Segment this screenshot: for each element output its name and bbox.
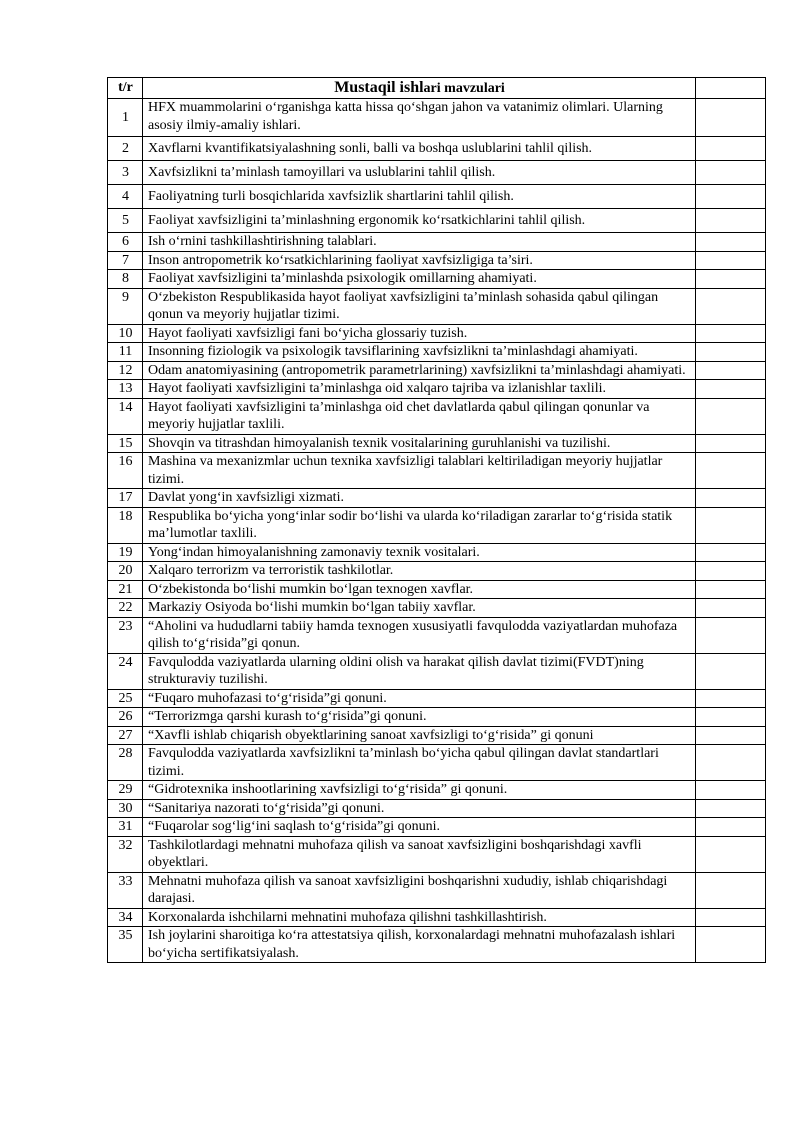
row-number: 7 bbox=[108, 251, 143, 270]
row-number: 19 bbox=[108, 543, 143, 562]
row-number: 4 bbox=[108, 185, 143, 209]
row-extra-cell bbox=[696, 398, 766, 434]
row-number: 24 bbox=[108, 653, 143, 689]
table-row bbox=[108, 185, 766, 209]
row-extra-cell bbox=[696, 726, 766, 745]
row-number: 22 bbox=[108, 599, 143, 618]
table-row bbox=[108, 251, 766, 270]
table-row bbox=[108, 562, 766, 581]
row-number: 29 bbox=[108, 781, 143, 800]
row-extra-cell bbox=[696, 653, 766, 689]
row-extra-cell bbox=[696, 288, 766, 324]
row-extra-cell bbox=[696, 543, 766, 562]
row-number: 34 bbox=[108, 908, 143, 927]
row-number: 17 bbox=[108, 489, 143, 508]
row-number: 31 bbox=[108, 818, 143, 837]
row-extra-cell bbox=[696, 161, 766, 185]
row-topic: Markaziy Osiyoda bo‘lishi mumkin bo‘lgan tabiiy xavflar. bbox=[143, 599, 696, 618]
row-extra-cell bbox=[696, 270, 766, 289]
row-topic: “Terrorizmga qarshi kurash to‘g‘risida”gi qonuni. bbox=[143, 708, 696, 727]
row-extra-cell bbox=[696, 927, 766, 963]
row-extra-cell bbox=[696, 99, 766, 137]
row-topic: “Fuqaro muhofazasi to‘g‘risida”gi qonuni. bbox=[143, 689, 696, 708]
row-number: 12 bbox=[108, 361, 143, 380]
row-number: 21 bbox=[108, 580, 143, 599]
table-body bbox=[108, 99, 766, 963]
row-extra-cell bbox=[696, 872, 766, 908]
table-row bbox=[108, 398, 766, 434]
row-extra-cell bbox=[696, 453, 766, 489]
row-extra-cell bbox=[696, 507, 766, 543]
row-topic: “Gidrotexnika inshootlarining xavfsizligi to‘g‘risida” gi qonuni. bbox=[143, 781, 696, 800]
row-extra-cell bbox=[696, 434, 766, 453]
table-row bbox=[108, 137, 766, 161]
row-topic: O‘zbekistonda bo‘lishi mumkin bo‘lgan texnogen xavflar. bbox=[143, 580, 696, 599]
row-topic: Favqulodda vaziyatlarda xavfsizlikni ta’minlash bo‘yicha qabul qilingan davlat standartlari tizimi. bbox=[143, 745, 696, 781]
row-extra-cell bbox=[696, 562, 766, 581]
row-topic: Faoliyatning turli bosqichlarida xavfsizlik shartlarini tahlil qilish. bbox=[143, 185, 696, 209]
row-extra-cell bbox=[696, 580, 766, 599]
row-number: 6 bbox=[108, 233, 143, 252]
row-number: 16 bbox=[108, 453, 143, 489]
table-row bbox=[108, 209, 766, 233]
table-row bbox=[108, 617, 766, 653]
row-topic: Ish joylarini sharoitiga ko‘ra attestatsiya qilish, korxonalardagi mehnatni muhofazalash ishlari bo‘yicha sertifikatsiyalash. bbox=[143, 927, 696, 963]
row-topic: Odam anatomiyasining (antropometrik parametrlarining) xavfsizlikni ta’minlashdagi ahamiyati. bbox=[143, 361, 696, 380]
table-row bbox=[108, 836, 766, 872]
table-row bbox=[108, 872, 766, 908]
row-number: 2 bbox=[108, 137, 143, 161]
table-row bbox=[108, 927, 766, 963]
row-number: 18 bbox=[108, 507, 143, 543]
row-number: 26 bbox=[108, 708, 143, 727]
row-number: 11 bbox=[108, 343, 143, 362]
row-extra-cell bbox=[696, 137, 766, 161]
table-row bbox=[108, 99, 766, 137]
row-extra-cell bbox=[696, 251, 766, 270]
table-row bbox=[108, 781, 766, 800]
row-extra-cell bbox=[696, 361, 766, 380]
row-topic: Mashina va mexanizmlar uchun texnika xavfsizligi talablari keltiriladigan meyoriy hujjatlar tizimi. bbox=[143, 453, 696, 489]
row-number: 3 bbox=[108, 161, 143, 185]
row-topic: Inson antropometrik ko‘rsatkichlarining faoliyat xavfsizligiga ta’siri. bbox=[143, 251, 696, 270]
row-topic: “Sanitariya nazorati to‘g‘risida”gi qonuni. bbox=[143, 799, 696, 818]
table-row bbox=[108, 708, 766, 727]
row-topic: Hayot faoliyati xavfsizligini ta’minlashga oid xalqaro tajriba va izlanishlar taxlili. bbox=[143, 380, 696, 399]
row-topic: Yong‘indan himoyalanishning zamonaviy texnik vositalari. bbox=[143, 543, 696, 562]
row-topic: HFX muammolarini o‘rganishga katta hissa qo‘shgan jahon va vatanimiz olimlari. Ularning asosiy ilmiy-amaliy ishlari. bbox=[143, 99, 696, 137]
row-number: 5 bbox=[108, 209, 143, 233]
row-topic: O‘zbekiston Respublikasida hayot faoliyat xavfsizligini ta’minlash sohasida qabul qilingan qonun va meyoriy hujjatlar tizimi. bbox=[143, 288, 696, 324]
row-topic: Faoliyat xavfsizligini ta’minlashning ergonomik ko‘rsatkichlarini tahlil qilish. bbox=[143, 209, 696, 233]
header-number: t/r bbox=[108, 78, 143, 99]
row-extra-cell bbox=[696, 708, 766, 727]
table-row bbox=[108, 543, 766, 562]
table-header-row bbox=[108, 78, 766, 99]
row-topic: “Fuqarolar sog‘lig‘ini saqlash to‘g‘risida”gi qonuni. bbox=[143, 818, 696, 837]
table-row bbox=[108, 908, 766, 927]
table-row bbox=[108, 818, 766, 837]
row-topic: Faoliyat xavfsizligini ta’minlashda psixologik omillarning ahamiyati. bbox=[143, 270, 696, 289]
table-row bbox=[108, 489, 766, 508]
header-title-rest: ari mavzulari bbox=[423, 80, 505, 96]
table-row bbox=[108, 324, 766, 343]
table-row bbox=[108, 453, 766, 489]
table-row bbox=[108, 343, 766, 362]
row-topic: Hayot faoliyati xavfsizligi fani bo‘yicha glossariy tuzish. bbox=[143, 324, 696, 343]
row-number: 9 bbox=[108, 288, 143, 324]
table-row bbox=[108, 270, 766, 289]
row-extra-cell bbox=[696, 745, 766, 781]
row-number: 8 bbox=[108, 270, 143, 289]
table-row bbox=[108, 161, 766, 185]
row-extra-cell bbox=[696, 489, 766, 508]
table-row bbox=[108, 799, 766, 818]
row-topic: Hayot faoliyati xavfsizligini ta’minlashga oid chet davlatlarda qabul qilingan qonunlar va meyoriy hujjatlar taxlili. bbox=[143, 398, 696, 434]
row-extra-cell bbox=[696, 380, 766, 399]
table-row bbox=[108, 689, 766, 708]
row-extra-cell bbox=[696, 689, 766, 708]
table-row bbox=[108, 745, 766, 781]
row-topic: Tashkilotlardagi mehnatni muhofaza qilish va sanoat xavfsizligini boshqarishdagi xavfli obyektlari. bbox=[143, 836, 696, 872]
row-topic: Ish o‘rnini tashkillashtirishning talablari. bbox=[143, 233, 696, 252]
row-number: 32 bbox=[108, 836, 143, 872]
row-extra-cell bbox=[696, 343, 766, 362]
row-number: 10 bbox=[108, 324, 143, 343]
row-extra-cell bbox=[696, 209, 766, 233]
row-number: 28 bbox=[108, 745, 143, 781]
row-extra-cell bbox=[696, 836, 766, 872]
table-row bbox=[108, 233, 766, 252]
row-number: 13 bbox=[108, 380, 143, 399]
row-topic: Xavflarni kvantifikatsiyalashning sonli, balli va boshqa uslublarini tahlil qilish. bbox=[143, 137, 696, 161]
row-number: 15 bbox=[108, 434, 143, 453]
row-extra-cell bbox=[696, 599, 766, 618]
row-extra-cell bbox=[696, 908, 766, 927]
header-extra bbox=[696, 78, 766, 99]
row-topic: Korxonalarda ishchilarni mehnatini muhofaza qilishni tashkillashtirish. bbox=[143, 908, 696, 927]
row-topic: Respublika bo‘yicha yong‘inlar sodir bo‘lishi va ularda ko‘riladigan zararlar to‘g‘risida statik ma’lumotlar taxlili. bbox=[143, 507, 696, 543]
row-extra-cell bbox=[696, 324, 766, 343]
row-topic: Xavfsizlikni ta’minlash tamoyillari va uslublarini tahlil qilish. bbox=[143, 161, 696, 185]
row-topic: Insonning fiziologik va psixologik tavsiflarining xavfsizlikni ta’minlashdagi ahamiyati. bbox=[143, 343, 696, 362]
row-extra-cell bbox=[696, 781, 766, 800]
row-topic: Davlat yong‘in xavfsizligi xizmati. bbox=[143, 489, 696, 508]
table-row bbox=[108, 653, 766, 689]
row-extra-cell bbox=[696, 818, 766, 837]
row-number: 27 bbox=[108, 726, 143, 745]
table-row bbox=[108, 288, 766, 324]
row-number: 33 bbox=[108, 872, 143, 908]
topics-table bbox=[107, 77, 766, 963]
table-row bbox=[108, 580, 766, 599]
table-row bbox=[108, 361, 766, 380]
table-row bbox=[108, 380, 766, 399]
row-number: 23 bbox=[108, 617, 143, 653]
row-extra-cell bbox=[696, 617, 766, 653]
header-title-main: Mustaqil ishl bbox=[334, 78, 424, 96]
row-number: 30 bbox=[108, 799, 143, 818]
row-topic: Mehnatni muhofaza qilish va sanoat xavfsizligini boshqarishni xududiy, ishlab chiqarishdagi darajasi. bbox=[143, 872, 696, 908]
row-number: 20 bbox=[108, 562, 143, 581]
row-extra-cell bbox=[696, 185, 766, 209]
table-row bbox=[108, 507, 766, 543]
row-topic: Shovqin va titrashdan himoyalanish texnik vositalarining guruhlanishi va tuzilishi. bbox=[143, 434, 696, 453]
row-topic: “Aholini va hududlarni tabiiy hamda texnogen xususiyatli favqulodda vaziyatlardan muhofaza qilish to‘g‘risida”gi qonun. bbox=[143, 617, 696, 653]
row-topic: Xalqaro terrorizm va terroristik tashkilotlar. bbox=[143, 562, 696, 581]
header-title bbox=[143, 78, 696, 99]
table-row bbox=[108, 434, 766, 453]
row-extra-cell bbox=[696, 233, 766, 252]
row-number: 25 bbox=[108, 689, 143, 708]
row-topic: “Xavfli ishlab chiqarish obyektlarining sanoat xavfsizligi to‘g‘risida” gi qonuni bbox=[143, 726, 696, 745]
row-number: 35 bbox=[108, 927, 143, 963]
table-row bbox=[108, 599, 766, 618]
row-number: 14 bbox=[108, 398, 143, 434]
table-row bbox=[108, 726, 766, 745]
row-number: 1 bbox=[108, 99, 143, 137]
row-extra-cell bbox=[696, 799, 766, 818]
row-topic: Favqulodda vaziyatlarda ularning oldini olish va harakat qilish davlat tizimi(FVDT)ning strukturaviy tuzilishi. bbox=[143, 653, 696, 689]
